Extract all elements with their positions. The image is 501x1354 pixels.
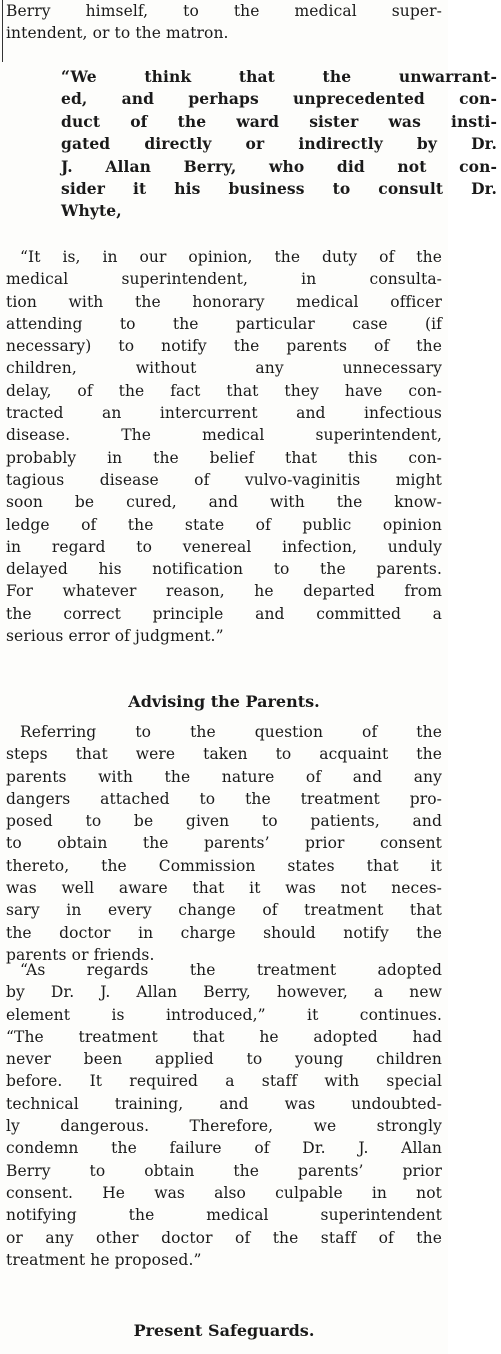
text-line: “The treatment that he adopted had xyxy=(6,1027,442,1046)
text-line: technical training, and was undoubted- xyxy=(6,1094,442,1113)
text-line: condemn the failure of Dr. J. Allan xyxy=(6,1139,442,1158)
text-line: tion with the honorary medical officer xyxy=(6,292,442,311)
text-line: notifying the medical superintendent xyxy=(6,1206,442,1225)
text-line: ed, and perhaps unprecedented con- xyxy=(61,89,497,109)
text-line: posed to be given to patients, and xyxy=(6,812,442,831)
text-line: treatment he proposed.” xyxy=(6,1250,202,1269)
text-line: the correct principle and committed a xyxy=(6,604,442,623)
text-line: For whatever reason, he departed from xyxy=(6,582,442,601)
text-line: parents or friends. xyxy=(6,945,155,964)
text-line: soon be cured, and with the know- xyxy=(6,493,442,512)
text-line: sary in every change of treatment that xyxy=(6,901,442,920)
text-line: by Dr. J. Allan Berry, however, a new xyxy=(6,983,442,1002)
text-line: J. Allan Berry, who did not con- xyxy=(61,156,497,176)
text-line: Berry himself, to the medical super- xyxy=(6,2,442,20)
text-line: gated directly or indirectly by Dr. xyxy=(61,134,497,154)
text-line: element is introduced,” it continues. xyxy=(6,1005,442,1024)
text-line: disease. The medical superintendent, xyxy=(6,426,442,445)
text-line: never been applied to young children xyxy=(6,1050,442,1069)
referring-paragraph xyxy=(6,721,442,966)
text-line: before. It required a staff with special xyxy=(6,1072,442,1091)
text-line: tracted an intercurrent and infectious xyxy=(6,404,442,423)
text-line: medical superintendent, in consulta- xyxy=(6,270,442,289)
text-line: Berry to obtain the parents’ prior xyxy=(6,1161,442,1180)
text-line: “As regards the treatment adopted xyxy=(20,961,442,979)
text-line: necessary) to notify the parents of the xyxy=(6,337,442,356)
text-line: delay, of the fact that they have con- xyxy=(6,381,442,400)
text-line: thereto, the Commission states that it xyxy=(6,856,442,875)
text-line: tagious disease of vulvo-vaginitis might xyxy=(6,470,442,489)
text-line: sider it his business to consult Dr. xyxy=(61,178,497,198)
text-line: ledge of the state of public opinion xyxy=(6,515,442,534)
bold-quotation xyxy=(6,66,501,223)
text-line: Whyte, xyxy=(61,201,122,221)
text-line: Referring to the question of the xyxy=(20,723,442,741)
text-line: attending to the particular case (if xyxy=(6,314,442,333)
text-line: consent. He was also culpable in not xyxy=(6,1183,442,1202)
text-line: duct of the ward sister was insti- xyxy=(61,111,497,131)
text-line: to obtain the parents’ prior consent xyxy=(6,834,442,853)
text-line: dangers attached to the treatment pro- xyxy=(6,789,442,808)
column-divider-rule xyxy=(2,0,3,62)
as-regards-paragraph xyxy=(6,959,442,1271)
section-heading-safeguards: Present Safeguards. xyxy=(133,1321,315,1340)
text-line: or any other doctor of the staff of the xyxy=(6,1228,442,1247)
text-line: “We think that the unwarrant- xyxy=(61,67,497,86)
text-line: steps that were taken to acquaint the xyxy=(6,745,442,764)
text-line: intendent, or to the matron. xyxy=(6,24,229,43)
text-line: serious error of judgment.” xyxy=(6,627,224,646)
text-line: the doctor in charge should notify the xyxy=(6,923,442,942)
text-line: ly dangerous. Therefore, we strongly xyxy=(6,1117,442,1136)
opening-paragraph xyxy=(6,0,442,45)
text-line: was well aware that it was not neces- xyxy=(6,879,442,898)
duty-quotation-paragraph xyxy=(6,246,442,647)
text-line: in regard to venereal infection, unduly xyxy=(6,537,442,556)
text-line: “It is, in our opinion, the duty of the xyxy=(20,248,442,266)
text-line: parents with the nature of and any xyxy=(6,767,442,786)
text-line: probably in the belief that this con- xyxy=(6,448,442,467)
text-line: children, without any unnecessary xyxy=(6,359,442,378)
text-line: delayed his notification to the parents. xyxy=(6,560,442,579)
section-heading-advising: Advising the Parents. xyxy=(128,692,320,711)
